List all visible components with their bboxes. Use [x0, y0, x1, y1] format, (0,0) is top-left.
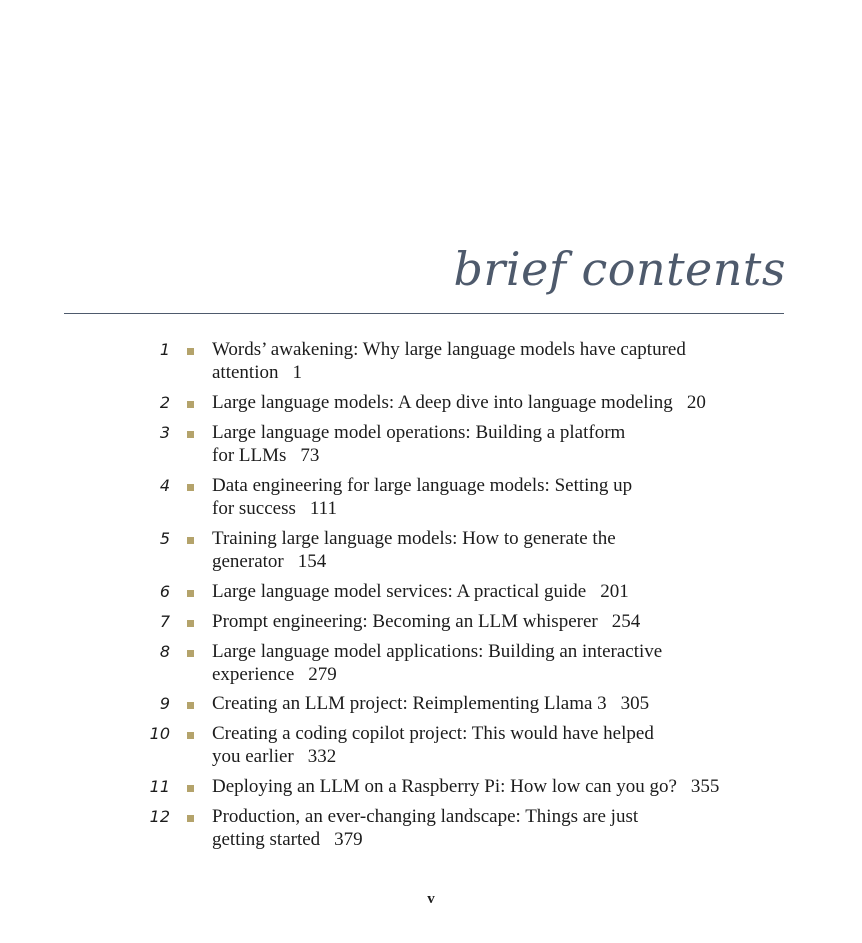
- page-number: 332: [307, 746, 337, 767]
- title-line: for LLMs: [212, 445, 287, 466]
- page-number: 355: [690, 776, 720, 797]
- chapter-number: 3: [159, 423, 170, 442]
- page-number: 305: [620, 693, 650, 714]
- title-line: Training large language models: How to generate the: [212, 528, 616, 549]
- square-bullet-icon: [187, 785, 194, 792]
- square-bullet-icon: [187, 348, 194, 355]
- chapter-title: [212, 692, 792, 715]
- chapter-number: 10: [149, 724, 170, 743]
- title-line: Large language model services: A practical guide: [212, 581, 587, 602]
- chapter-title: [212, 474, 792, 520]
- toc-entry[interactable]: [0, 421, 862, 471]
- title-line: Large language model applications: Building an interactive: [212, 641, 663, 662]
- chapter-title: [212, 338, 792, 384]
- title-line: generator: [212, 551, 284, 572]
- chapter-title: [212, 421, 792, 467]
- chapter-number: 8: [159, 642, 170, 661]
- toc-entry[interactable]: [0, 722, 862, 772]
- square-bullet-icon: [187, 484, 194, 491]
- square-bullet-icon: [187, 401, 194, 408]
- title-line: Large language models: A deep dive into language modeling: [212, 392, 673, 413]
- chapter-number: 2: [159, 393, 170, 412]
- title-line: Data engineering for large language models: Setting up: [212, 475, 633, 496]
- title-line: you earlier: [212, 746, 294, 767]
- chapter-title: [212, 805, 792, 851]
- page-number: 154: [297, 551, 327, 572]
- page-number: 254: [611, 611, 641, 632]
- chapter-number: 11: [149, 777, 170, 796]
- page-folio: v: [427, 891, 435, 907]
- square-bullet-icon: [187, 620, 194, 627]
- title-line: for success: [212, 498, 296, 519]
- title-rule: [64, 313, 784, 314]
- chapter-title: [212, 580, 792, 603]
- page-title: brief contents: [453, 242, 786, 296]
- chapter-title: [212, 722, 792, 768]
- title-line: Large language model operations: Building a platform: [212, 422, 626, 443]
- chapter-number: 7: [159, 612, 170, 631]
- chapter-title: [212, 391, 792, 414]
- title-line: getting started: [212, 829, 321, 850]
- chapter-title: [212, 640, 792, 686]
- square-bullet-icon: [187, 732, 194, 739]
- square-bullet-icon: [187, 650, 194, 657]
- chapter-number: 6: [159, 582, 170, 601]
- toc-entry[interactable]: [0, 338, 862, 388]
- chapter-number: 12: [149, 807, 170, 826]
- toc-entry[interactable]: [0, 527, 862, 577]
- chapter-title: [212, 775, 792, 798]
- chapter-number: 1: [159, 340, 170, 359]
- chapter-number: 5: [159, 529, 170, 548]
- chapter-number: 9: [159, 694, 170, 713]
- square-bullet-icon: [187, 590, 194, 597]
- page-number: 1: [292, 362, 302, 383]
- page-number: 379: [334, 829, 363, 850]
- page-number: 111: [309, 498, 337, 519]
- title-line: experience: [212, 664, 295, 685]
- square-bullet-icon: [187, 537, 194, 544]
- title-line: Deploying an LLM on a Raspberry Pi: How low can you go?: [212, 776, 677, 797]
- chapter-title: [212, 527, 792, 573]
- title-line: attention: [212, 362, 279, 383]
- toc-entry[interactable]: [0, 640, 862, 690]
- chapter-number: 4: [159, 476, 170, 495]
- chapter-title: [212, 610, 792, 633]
- square-bullet-icon: [187, 431, 194, 438]
- title-line: Words’ awakening: Why large language models have captured: [212, 339, 686, 360]
- page-number: 201: [600, 581, 629, 602]
- title-line: Prompt engineering: Becoming an LLM whisperer: [212, 611, 598, 632]
- page-number: 279: [308, 664, 337, 685]
- title-line: Creating a coding copilot project: This would have helped: [212, 723, 654, 744]
- title-line: Production, an ever-changing landscape: Things are just: [212, 806, 639, 827]
- title-line: Creating an LLM project: Reimplementing Llama 3: [212, 693, 607, 714]
- toc-entry[interactable]: [0, 805, 862, 855]
- page-number: 73: [300, 445, 320, 466]
- page-number: 20: [686, 392, 706, 413]
- toc-entry[interactable]: [0, 474, 862, 524]
- square-bullet-icon: [187, 702, 194, 709]
- square-bullet-icon: [187, 815, 194, 822]
